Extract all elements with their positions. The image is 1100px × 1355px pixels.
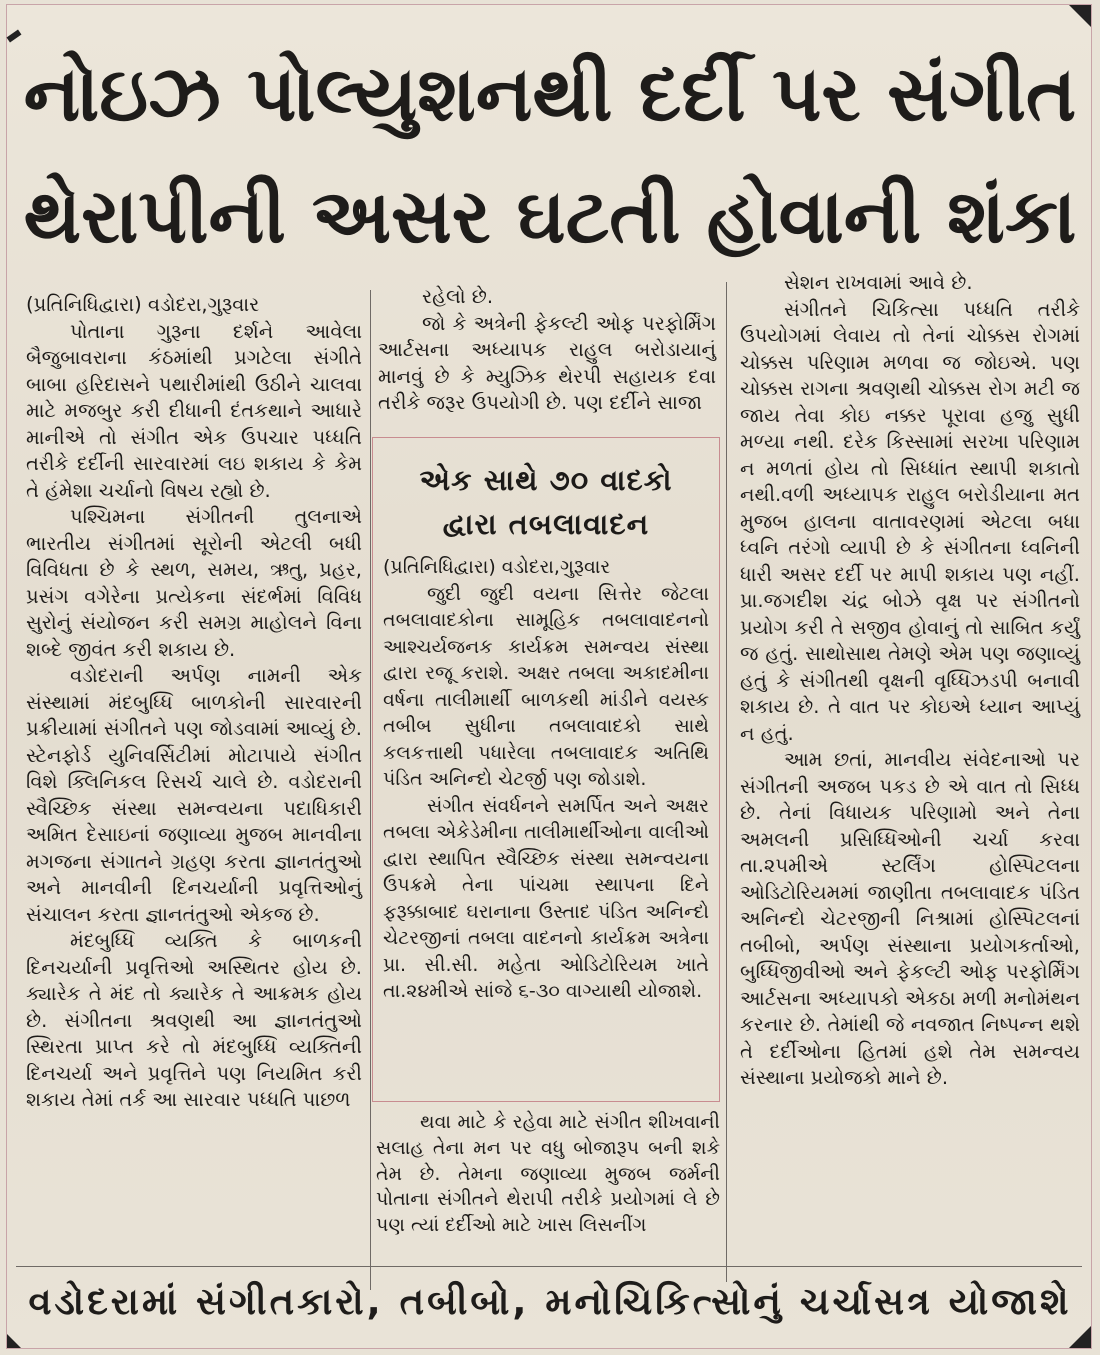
column-divider [370,290,371,1290]
boxed-story [372,437,720,1102]
footer-headline: વડોદરામાં સંગીતકારો, તબીબો, મનોચિકિત્સોનું ચર્ચાસત્ર યોજાશે [28,1280,1072,1323]
paragraph: જો કે અત્રેની ફેકલ્ટી ઓફ પરફોર્મિંગ આર્ટસના અધ્યાપક રાહુલ બરોડાયાનું માનવું છે કે મ્યુઝિક થેરપી સહાયક દવા તરીકે જરૂર ઉપયોગી છે. પણ દર્દીને સાજા [378,311,716,414]
column-divider [726,282,727,1282]
headline-line-2: થેરાપીની અસર ઘટતી હોવાની શંકા [23,172,1077,260]
paragraph: થવા માટે કે રહેવા માટે સંગીત શીખવાની સલાહ તેના મન પર વધુ બોજારૂપ બની શકે તેમ છે. તેમના જણાવ્યા મુજબ જર્મની પોતાના સંગીતને થેરાપી તરીકે પ્રયોગમાં લે છે પણ ત્યાં દર્દીઓ માટે ખાસ લિસનીંગ [376,1111,720,1237]
paragraph: પશ્ચિમના સંગીતની તુલનાએ ભારતીય સંગીતમાં સૂરોની એટલી બધી વિવિધતા છે કે સ્થળ, સમય, ઋતુ, પ્રહર, પ્રસંગ વગેરેના પ્રત્યેકના સંદર્ભમાં વિવિધ સુરોનું સંયોજન કરી સમગ્ર માહોલને વિના શબ્દે જીવંત કરી શકાય છે. [26,505,362,661]
corner-mark [1069,5,1091,27]
box-title-line-2: દ્વારા તબલાવાદન [442,507,650,541]
paragraph: પોતાના ગુરૂના દર્શને આવેલા બૈજુબાવરાના કંઠમાંથી પ્રગટેલા સંગીતે બાબા હરિદાસને પથારીમાંથી ઉઠીને ચાલવા માટે મજબુર કરી દીધાની દંતકથાને આધારે માનીએ તો સંગીત એક ઉપચાર પધ્ધતિ તરીકે દર્દીની સારવારમાં લઇ શકાય કે કેમ તે હંમેશા ચર્ચાનો વિષય રહ્યો છે. [26,319,362,502]
article-column-2-top [378,284,716,417]
paragraph: આમ છતાં, માનવીય સંવેદનાઓ પર સંગીતની અજબ પકડ છે એ વાત તો સિધ્ધ છે. તેનાં વિધાયક પરિણામો અને તેના અમલની પ્રસિધ્ધિઓની ચર્ચા કરવા તા.૨૫મીએ સ્ટર્લિંગ હોસ્પિટલના ઓડિટોરિયમમાં જાણીતા તબલાવાદક પંડિત અનિન્દો ચેટરજીની નિશ્રામાં હોસ્પિટલનાં તબીબો, અર્પણ સંસ્થાના પ્રયોગકર્તાઓ, બુધ્ધિજીવીઓ અને ફેકલ્ટી ઓફ પરફોર્મિંગ આર્ટસના અધ્યાપકો એકઠા મળી મનોમંથન કરનાર છે. તેમાંથી જે નવજાત નિષ્પન્ન થશે તે દર્દીઓના હિતમાં હશે તેમ સમન્વય સંસ્થાના પ્રયોજકો માને છે. [740,748,1080,1089]
corner-mark [7,1334,21,1348]
article-column-2-bottom [376,1110,720,1239]
paragraph: રહેલો છે. [422,285,494,308]
paragraph: વડોદરાની અર્પણ નામની એક સંસ્થામાં મંદબુધ્ધિ બાળકોની સારવારની પ્રક્રીયામાં સંગીતને પણ જોડવામાં આવ્યું છે. સ્ટેનફોર્ડ યુનિવર્સિટીમાં મોટાપાયે સંગીત વિશે ક્લિનિકલ રિસર્ચ ચાલે છે. વડોદરાની સ્વૈચ્છિક સંસ્થા સમન્વયના પદાધિકારી અમિત દેસાઇનાં જણાવ્યા મુજબ માનવીના મગજના સંગાતને ગ્રહણ કરતા જ્ઞાનતંતુઓ અને માનવીની દિનચર્યાની પ્રવૃત્તિઓનું સંચાલન કરતા જ્ઞાનતંતુઓ એકજ છે. [26,664,362,926]
dateline: (પ્રતિનિધિદ્વારા) વડોદરા,ગુરૂવાર [26,293,260,316]
paragraph: જુદી જુદી વયના સિત્તેર જેટલા તબલાવાદકોના સામૂહિક તબલાવાદનનો આશ્ચર્યજનક કાર્યક્રમ સમન્વય સંસ્થા દ્વારા રજૂ કરાશે. અક્ષર તબલા અકાદમીના વર્ષના તાલીમાર્થી બાળકથી માંડીને વયસ્ક તબીબ સુધીના તબલાવાદકો સાથે કલકત્તાથી પધારેલા તબલાવાદક અતિથિ પંડિત અનિન્દો ચેટર્જી પણ જોડાશે. [383,582,709,790]
paragraph: સંગીતને ચિકિત્સા પધ્ધતિ તરીકે ઉપયોગમાં લેવાય તો તેનાં ચોક્કસ રોગમાં ચોક્કસ પરિણામ મળવા જ જોઇએ. પણ ચોક્કસ રાગના શ્રવણથી ચોક્કસ રોગ મટી જ જાય તેવા કોઇ નક્કર પૂરાવા હજુ સુધી મળ્યા નથી. દરેક કિસ્સામાં સરખા પરિણામ ન મળતાં હોય તો સિધ્ધાંત સ્થાપી શકાતો નથી.વળી અધ્યાપક રાહુલ બરોડીયાના મત મુજબ હાલના વાતાવરણમાં એટલા બધા ધ્વનિ તરંગો વ્યાપી છે કે સંગીતના ધ્વનિની ધારી અસર દર્દી પર માપી શકાય પણ નહીં. પ્રા.જગદીશ ચંદ્ર બોઝે વૃક્ષ પર સંગીતનો પ્રયોગ કરી તે સજીવ હોવાનું તો સાબિત કર્યું જ હતું. સાથોસાથ તેમણે એમ પણ જણાવ્યું હતું કે સંગીતથી વૃક્ષની વૃધ્ધિઝડપી બનાવી શકાય છે. તે વાત પર કોઇએ ધ્યાન આપ્યું ન હતું. [740,297,1080,745]
box-body [383,554,709,1005]
headline-line-1: નોઇઝ પોલ્યુશનથી દર્દી પર સંગીત [23,49,1077,138]
paragraph: મંદબુધ્ધિ વ્યક્તિ કે બાળકની દિનચર્યાની પ્રવૃત્તિઓ અસ્થિતર હોય છે. ક્યારેક તે મંદ તો ક્યારેક તે આક્રમક હોય છે. સંગીતના શ્રવણથી આ જ્ઞાનતંતુઓ સ્થિરતા પ્રાપ્ત કરે તો મંદબુધ્ધિ વ્યક્તિની દિનચર્યા અને પ્રવૃત્તિને પણ નિયમિત કરી શકાય તેમાં તર્ક આ સારવાર પધ્ધતિ પાછળ [26,929,362,1111]
dateline: (પ્રતિનિધિદ્વારા) વડોદરા,ગુરૂવાર [383,556,611,578]
paragraph: સેશન રાખવામાં આવે છે. [784,271,973,294]
article-column-1 [26,292,362,1114]
article-column-3 [740,270,1080,1092]
footer-divider [16,1266,1082,1267]
box-title-line-1: એક સાથે ૭૦ વાદકો [419,463,673,497]
corner-mark [7,30,22,43]
paragraph: સંગીત સંવર્ધનને સમર્પિત અને અક્ષર તબલા એકેડેમીના તાલીમાર્થીઓના વાલીઓ દ્વારા સ્થાપિત સ્વૈચ્છિક સંસ્થા સમન્વયના ઉપક્રમે તેના પાંચમા સ્થાપના દિને ફરૂક્કાબાદ ઘરાનાના ઉસ્તાદ પંડિત અનિન્દો ચેટરજીનાં તબલા વાદનનો કાર્યક્રમ અત્રેના પ્રા. સી.સી. મહેતા ઓડિટોરિયમ ખાતે તા.૨૪મીએ સાંજે ૬-૩૦ વાગ્યાથી યોજાશે. [383,794,709,1002]
